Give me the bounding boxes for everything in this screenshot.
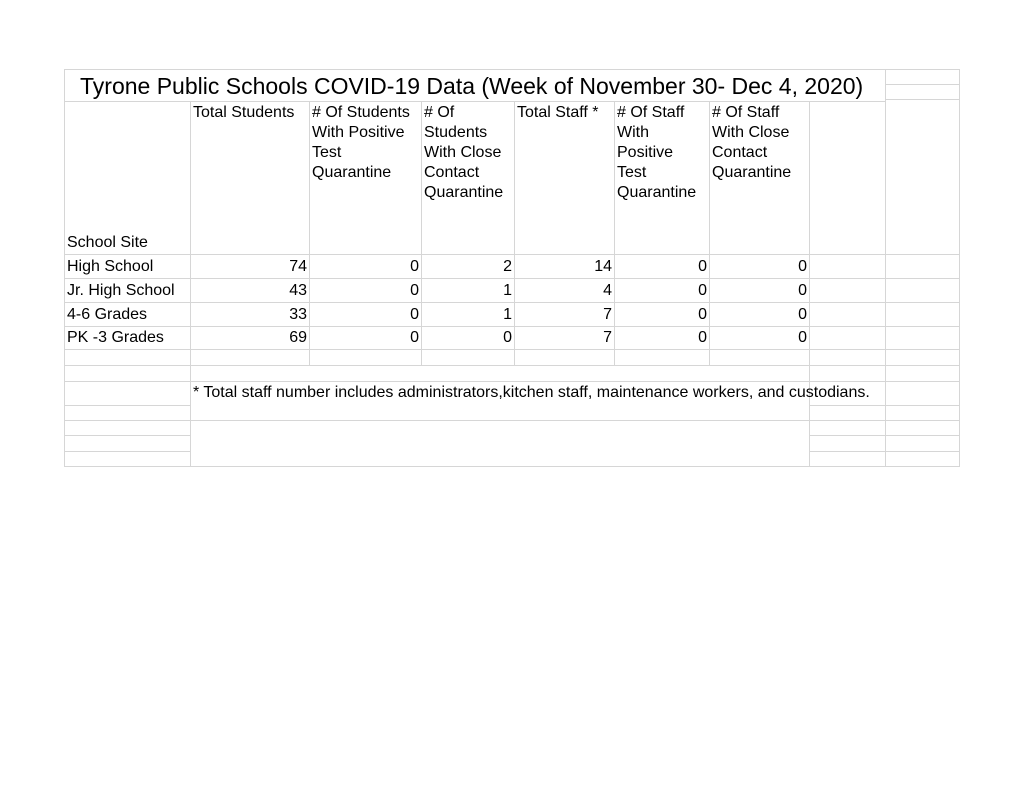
header-line: Quarantine	[712, 164, 792, 181]
header-line: With	[617, 124, 649, 141]
staff-positive-cell: 0	[698, 282, 707, 299]
staff-positive-cell: 0	[698, 306, 707, 323]
grid-line	[64, 69, 65, 467]
staff-positive-cell: 0	[698, 329, 707, 346]
header-line: Total Students	[193, 104, 295, 121]
grid-line	[886, 84, 960, 85]
grid-line	[64, 101, 886, 102]
header-line: Total Staff *	[517, 104, 599, 121]
staff-close-contact-cell: 0	[798, 258, 807, 275]
total-staff-cell: 4	[603, 282, 612, 299]
grid-line	[64, 466, 960, 467]
grid-line	[64, 365, 960, 366]
header-line: # Of	[424, 104, 455, 121]
row-header-school-site: School Site	[67, 234, 148, 251]
spreadsheet	[64, 69, 960, 467]
grid-line	[64, 69, 960, 70]
grid-line	[709, 101, 710, 365]
column-header-staff-positive-test	[617, 103, 696, 203]
header-line: Contact	[424, 164, 480, 181]
students-close-contact-cell: 1	[503, 306, 512, 323]
grid-line	[885, 69, 886, 467]
grid-line	[64, 381, 960, 382]
students-positive-cell: 0	[410, 282, 419, 299]
students-close-contact-cell: 0	[503, 329, 512, 346]
header-line: Quarantine	[424, 184, 504, 201]
column-header-total-students	[193, 103, 294, 123]
students-close-contact-cell: 1	[503, 282, 512, 299]
staff-close-contact-cell: 0	[798, 306, 807, 323]
total-students-cell: 33	[289, 306, 307, 323]
students-positive-cell: 0	[410, 258, 419, 275]
header-line: Test	[312, 144, 342, 161]
school-site-cell: 4-6 Grades	[67, 306, 148, 323]
header-line: With Close	[712, 124, 790, 141]
header-line: # Of Staff	[712, 104, 780, 121]
grid-line	[809, 101, 810, 467]
grid-line	[309, 101, 310, 365]
total-staff-cell: 14	[594, 258, 612, 275]
header-line: Quarantine	[312, 164, 392, 181]
staff-close-contact-cell: 0	[798, 282, 807, 299]
grid-line	[959, 69, 960, 467]
staff-close-contact-cell: 0	[798, 329, 807, 346]
header-line: # Of Staff	[617, 104, 685, 121]
column-header-total-staff	[517, 103, 599, 123]
school-site-cell: Jr. High School	[67, 282, 175, 299]
footnote: * Total staff number includes administrators,kitchen staff, maintenance workers, and custodians.	[193, 384, 870, 401]
grid-line	[64, 254, 960, 255]
grid-line	[421, 101, 422, 365]
grid-line	[64, 326, 960, 327]
staff-positive-cell: 0	[698, 258, 707, 275]
header-line: Contact	[712, 144, 768, 161]
total-students-cell: 43	[289, 282, 307, 299]
header-line: With Close	[424, 144, 502, 161]
grid-line	[614, 101, 615, 365]
school-site-cell: High School	[67, 258, 154, 275]
grid-line	[64, 302, 960, 303]
grid-line	[514, 101, 515, 365]
total-students-cell: 69	[289, 329, 307, 346]
grid-line	[64, 278, 960, 279]
grid-line	[64, 435, 191, 436]
header-line: Test	[617, 164, 647, 181]
grid-line	[64, 420, 960, 421]
total-students-cell: 74	[289, 258, 307, 275]
column-header-students-close-contact	[424, 103, 503, 203]
grid-line	[64, 451, 191, 452]
grid-line	[64, 405, 191, 406]
header-line: Quarantine	[617, 184, 697, 201]
grid-line	[64, 349, 960, 350]
total-staff-cell: 7	[603, 329, 612, 346]
grid-line	[190, 381, 191, 467]
students-positive-cell: 0	[410, 329, 419, 346]
grid-line	[886, 99, 960, 100]
header-line: # Of Students	[312, 104, 410, 121]
column-header-staff-close-contact	[712, 103, 791, 183]
header-line: Students	[424, 124, 488, 141]
students-close-contact-cell: 2	[503, 258, 512, 275]
students-positive-cell: 0	[410, 306, 419, 323]
column-header-students-positive-test	[312, 103, 410, 183]
total-staff-cell: 7	[603, 306, 612, 323]
table-title: Tyrone Public Schools COVID-19 Data (Week of November 30- Dec 4, 2020)	[80, 73, 864, 99]
header-line: With Positive	[312, 124, 405, 141]
school-site-cell: PK -3 Grades	[67, 329, 164, 346]
header-line: Positive	[617, 144, 674, 161]
